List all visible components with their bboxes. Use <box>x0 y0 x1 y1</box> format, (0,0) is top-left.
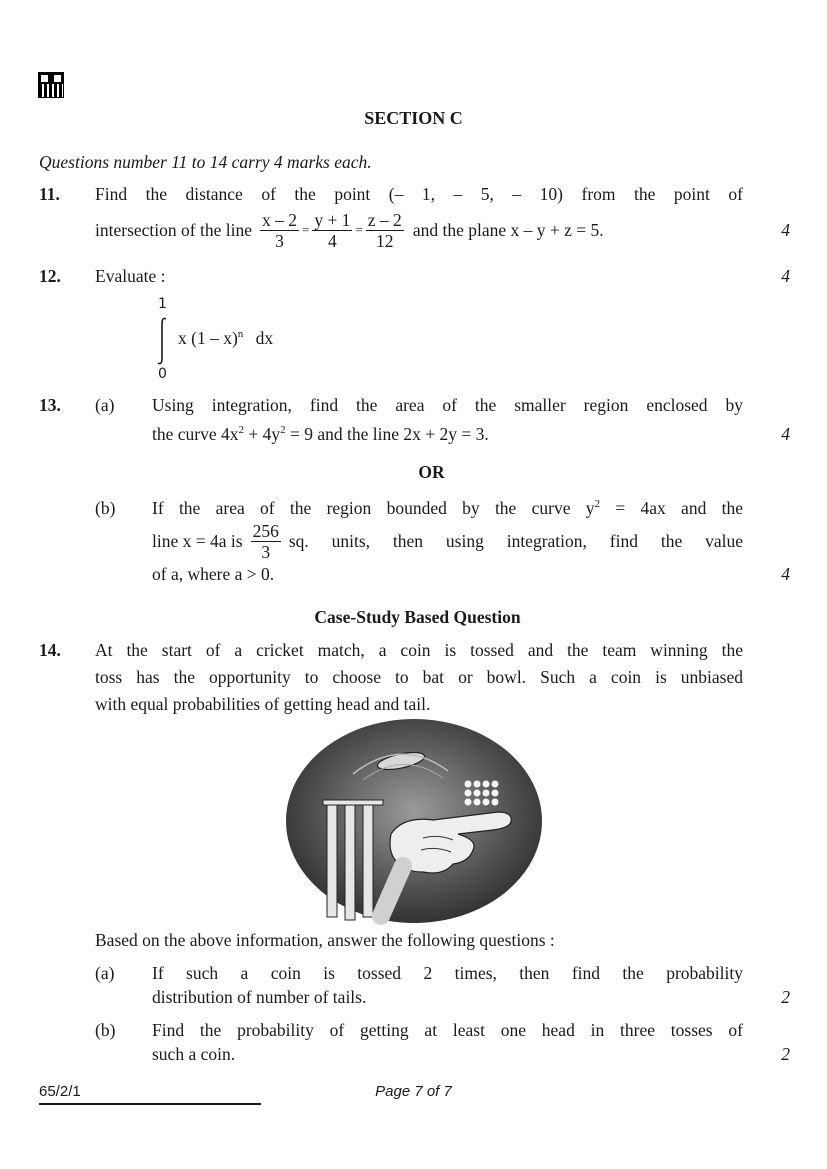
q14b-label: (b) <box>95 1020 116 1040</box>
q13a-marks: 4 <box>781 424 790 444</box>
q13a-line2 <box>152 424 489 445</box>
q11-fraction-y-num: y + 1 <box>314 209 351 230</box>
page-number: Page 7 of 7 <box>375 1083 452 1100</box>
section-title: SECTION C <box>364 108 463 128</box>
q13b-line1-part1: If the area of the region bounded by the curve y <box>152 498 595 518</box>
q14b-line1: Find the probability of getting at least one head in three tosses of <box>152 1020 743 1040</box>
q13b-line1 <box>152 498 743 519</box>
q13b-line3: of a, where a > 0. <box>152 564 275 584</box>
qr-code-icon <box>39 73 63 97</box>
q11-fraction-y-den: 4 <box>328 230 337 251</box>
q11-marks: 4 <box>781 220 790 240</box>
q11-fraction-y <box>312 210 352 251</box>
q14b-marks: 2 <box>781 1044 790 1064</box>
footer-rule <box>39 1103 261 1105</box>
q13b-line1-part2: = 4ax and the <box>600 498 743 518</box>
q12-text: Evaluate : <box>95 266 166 286</box>
q11-fraction-x-den: 3 <box>275 230 284 251</box>
paper-code: 65/2/1 <box>39 1083 81 1100</box>
q12-exponent: n <box>237 328 244 341</box>
case-study-title: Case-Study Based Question <box>314 607 521 627</box>
q13a-line1: Using integration, find the area of the smaller region enclosed by <box>152 395 743 415</box>
q11-line2-prefix: intersection of the line <box>95 219 252 240</box>
q14a-marks: 2 <box>781 987 790 1007</box>
q12-upper-limit: 1 <box>158 296 167 312</box>
q11-equals-1: = <box>301 222 310 237</box>
q11-fraction-x-num: x – 2 <box>261 209 297 230</box>
q14a-line2: distribution of number of tails. <box>152 987 367 1007</box>
question-number-14: 14. <box>39 640 61 660</box>
q12-lower-limit: 0 <box>158 366 167 382</box>
instruction-text: Questions number 11 to 14 carry 4 marks each. <box>39 152 372 172</box>
q11-line2-suffix: and the plane x – y + z = 5. <box>412 219 604 240</box>
q11-fraction-z <box>366 210 404 251</box>
q13b-line2-part1: line x = 4a is <box>152 530 243 551</box>
q14-line3: with equal probabilities of getting head and tail. <box>95 694 431 714</box>
question-number-12: 12. <box>39 266 61 286</box>
q13b-marks: 4 <box>781 564 790 584</box>
q12-marks: 4 <box>781 266 790 286</box>
q12-integrand-base: x (1 – x) <box>178 328 238 348</box>
q13a-label: (a) <box>95 395 115 415</box>
q13a-square-1: 2 <box>238 424 244 437</box>
q12-integral <box>150 296 330 385</box>
integral-sign-icon <box>154 316 170 366</box>
q12-integrand <box>178 328 273 349</box>
q13a-line2-part2: + 4y <box>244 424 281 444</box>
q14a-line1: If such a coin is tossed 2 times, then find the probability <box>152 963 743 983</box>
q14b-line2: such a coin. <box>152 1044 236 1064</box>
q11-fraction-z-num: z – 2 <box>367 209 402 230</box>
q14-line1: At the start of a cricket match, a coin is tossed and the team winning the <box>95 640 743 660</box>
q13b-line2 <box>152 517 743 565</box>
q13a-line2-part3: = 9 and the line 2x + 2y = 3. <box>285 424 489 444</box>
coin-toss-illustration <box>283 716 545 926</box>
q13a-square-2: 2 <box>280 424 286 437</box>
q11-line2 <box>95 206 745 254</box>
q14-line2: toss has the opportunity to choose to bat or bowl. Such a coin is unbiased <box>95 667 743 687</box>
q13b-fraction-den: 3 <box>261 541 271 562</box>
q11-equals-2: = <box>355 222 363 237</box>
q13b-fraction-num: 256 <box>252 520 279 541</box>
q14a-label: (a) <box>95 963 115 983</box>
q11-line1: Find the distance of the point (– 1, – 5, – 10) from the point of <box>95 184 743 204</box>
q14-intro: Based on the above information, answer the following questions : <box>95 930 555 950</box>
q13b-square: 2 <box>594 498 601 511</box>
q13a-line2-part1: the curve 4x <box>152 424 239 444</box>
q11-fraction-z-den: 12 <box>376 230 394 251</box>
q11-fraction-x <box>260 210 299 251</box>
q13b-line2-part2: sq. units, then using integration, find the value <box>288 530 743 551</box>
or-separator: OR <box>418 462 445 482</box>
q12-dx: dx <box>255 328 274 348</box>
question-number-13: 13. <box>39 395 61 415</box>
question-number-11: 11. <box>39 184 60 204</box>
q13b-label: (b) <box>95 498 116 518</box>
q13b-fraction <box>251 521 281 562</box>
